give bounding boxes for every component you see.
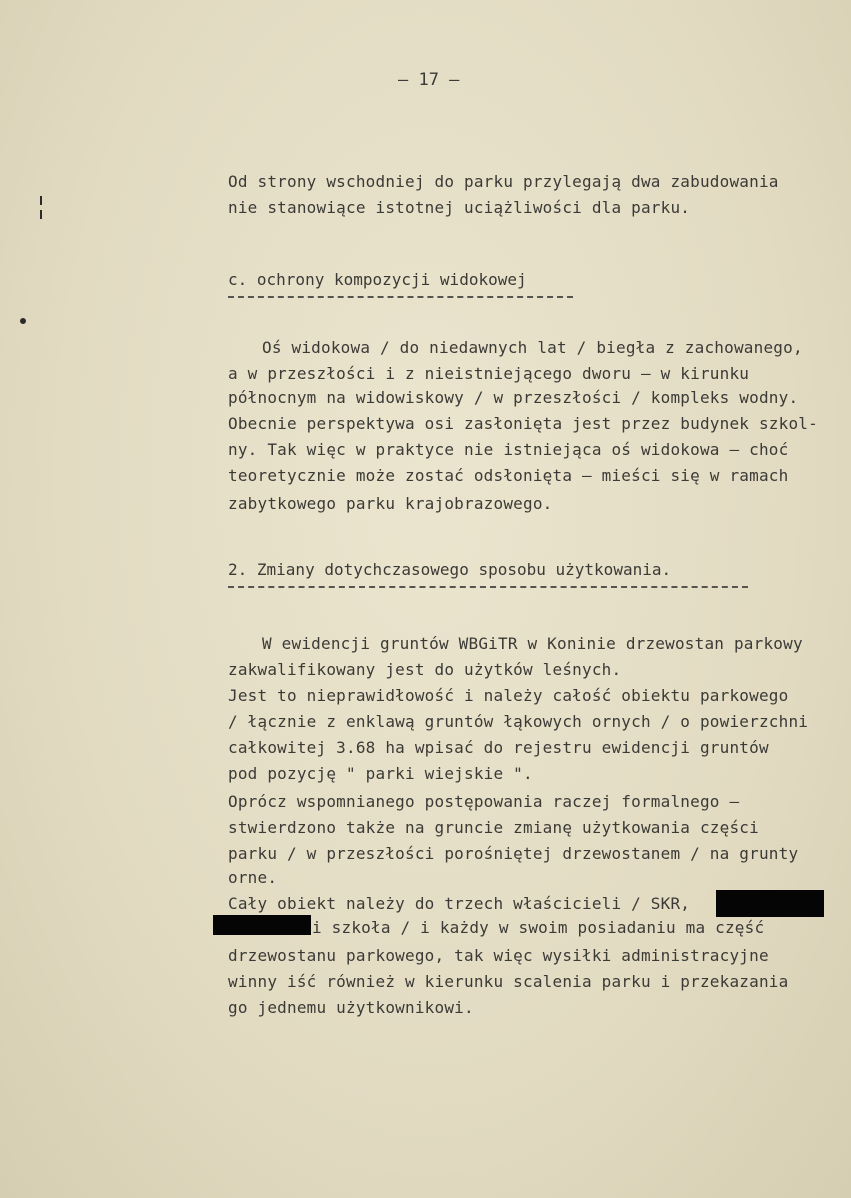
text-line: stwierdzono także na gruncie zmianę użytkowania części (228, 818, 759, 837)
redaction-box (213, 915, 311, 935)
text-line: całkowitej 3.68 ha wpisać do rejestru ewidencji gruntów (228, 738, 769, 757)
text-line: a w przeszłości i z nieistniejącego dworu – w kirunku (228, 364, 750, 383)
text-line: Oś widokowa / do niedawnych lat / biegła z zachowanego, (262, 338, 803, 357)
heading-underline (228, 296, 573, 298)
redaction-box (716, 890, 824, 917)
text-line: nie stanowiące istotnej uciążliwości dla parku. (228, 198, 691, 217)
text-line: pod pozycję " parki wiejskie ". (228, 764, 533, 783)
text-line: Oprócz wspomnianego postępowania raczej formalnego – (228, 792, 740, 811)
text-line: drzewostanu parkowego, tak więc wysiłki administracyjne (228, 946, 769, 965)
text-line: teoretycznie może zostać odsłonięta – mieści się w ramach (228, 466, 789, 485)
text-line: północnym na widowiskowy / w przeszłości / kompleks wodny. (228, 388, 799, 407)
text-line: parku / w przeszłości porośniętej drzewostanem / na grunty (228, 844, 799, 863)
section-heading-2: 2. Zmiany dotychczasowego sposobu użytkowania. (228, 560, 672, 579)
text-line: Obecnie perspektywa osi zasłonięta jest przez budynek szkol- (228, 414, 818, 433)
text-line: W ewidencji gruntów WBGiTR w Koninie drzewostan parkowy (262, 634, 803, 653)
section-heading-c: c. ochrony kompozycji widokowej (228, 270, 527, 289)
text-line: Jest to nieprawidłowość i należy całość obiektu parkowego (228, 686, 789, 705)
text-line: zabytkowego parku krajobrazowego. (228, 494, 553, 513)
text-line: zakwalifikowany jest do użytków leśnych. (228, 660, 622, 679)
text-line: Cały obiekt należy do trzech właścicieli / SKR, (228, 894, 691, 913)
text-line: ny. Tak więc w praktyce nie istniejąca oś widokowa – choć (228, 440, 789, 459)
page-number: – 17 – (398, 70, 460, 90)
scan-mark (40, 210, 42, 219)
text-line: / łącznie z enklawą gruntów łąkowych ornych / o powierzchni (228, 712, 809, 731)
text-line: i szkoła / i każdy w swoim posiadaniu ma część (312, 918, 765, 937)
scan-mark (40, 196, 42, 205)
text-line: orne. (228, 868, 278, 887)
text-line: winny iść również w kierunku scalenia parku i przekazania (228, 972, 789, 991)
heading-underline (228, 586, 748, 588)
text-line: go jednemu użytkownikowi. (228, 998, 474, 1017)
scan-speck (20, 318, 26, 324)
text-line: Od strony wschodniej do parku przylegają dwa zabudowania (228, 172, 779, 191)
